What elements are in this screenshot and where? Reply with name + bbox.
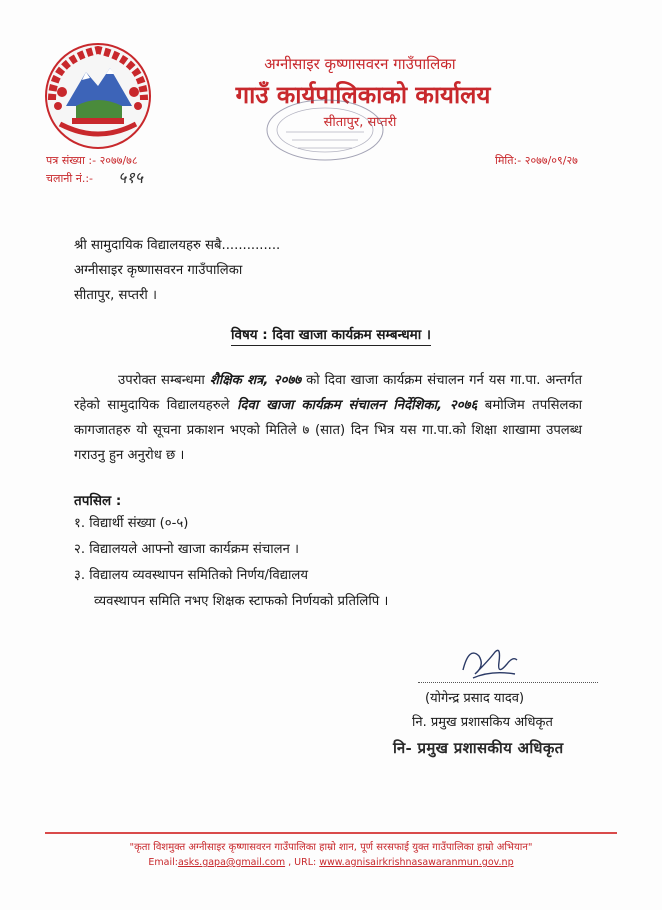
- signatory-title: नि. प्रमुख प्रशासकिय अधिकृत: [412, 715, 553, 730]
- signatory-stamp: नि- प्रमुख प्रशासकीय अधिकृत: [393, 739, 564, 757]
- recipient-address: [74, 233, 280, 308]
- dispatch-label: चलानी नं.:-: [46, 172, 94, 185]
- body-text: उपरोक्त सम्बन्धमा: [118, 373, 210, 388]
- list-item: २. विद्यालयले आफ्नो खाजा कार्यक्रम संचालन ।: [74, 542, 300, 557]
- office-address: सीतापुर, सप्तरी: [323, 115, 397, 130]
- municipality-name: अग्नीसाइर कृष्णासवरन गाउँपालिका: [264, 55, 456, 73]
- signature-line: [418, 682, 598, 683]
- email-label: Email:: [148, 857, 178, 868]
- body-paragraph: [74, 368, 582, 468]
- attachment-list: [74, 511, 388, 615]
- dispatch-number: ५१५: [118, 168, 143, 187]
- body-emphasis: दिवा खाजा कार्यक्रम संचालन निर्देशिका, २०७६: [237, 398, 478, 413]
- office-stamp-icon: [262, 96, 388, 164]
- address-line: श्री सामुदायिक विद्यालयहरु सबै..............: [74, 238, 281, 253]
- list-item: १. विद्यार्थी संख्या (०-५): [74, 516, 189, 531]
- list-heading: तपसिल :: [74, 493, 122, 509]
- body-text: को दिवा खाजा कार्यक्रम संचालन गर्न यस गा.पा. अन्तर्गत रहेको सामुदायिक विद्यालयहरुले: [74, 373, 583, 413]
- footer-slogan: "कृता विशमुक्त अग्नीसाइर कृष्णासवरन गाउँपालिका हाम्रो शान, पूर्ण सरसफाई युक्त गाउँपालिका हाम्रो अभियान": [129, 842, 533, 853]
- email-link[interactable]: asks.gapa@gmail.com: [177, 857, 286, 868]
- signatory-name: (योगेन्द्र प्रसाद यादव): [425, 691, 525, 706]
- address-line: अग्नीसाइर कृष्णासवरन गाउँपालिका: [74, 263, 243, 278]
- body-text: बमोजिम तपसिलका कागजातहरु यो सूचना प्रकाशन भएको मितिले ७ (सात) दिन भित्र यस गा.पा.को शिक्षा शाखामा उपलब्ध गराउनु हुन अनुरोध छ ।: [74, 398, 583, 463]
- signature-icon: [455, 640, 525, 684]
- letter-date: मिति:- २०७७/०९/२७: [495, 154, 578, 167]
- subject-text: विषय : दिवा खाजा कार्यक्रम सम्बन्धमा ।: [231, 327, 431, 346]
- body-emphasis: शैक्षिक शत्र, २०७७: [209, 373, 302, 388]
- website-link[interactable]: www.agnisairkrishnasawaranmun.gov.np: [319, 857, 514, 868]
- address-line: सीतापुर, सप्तरी ।: [74, 288, 158, 303]
- footer-contact: [0, 857, 662, 868]
- subject-line: [0, 325, 662, 343]
- list-item: ३. विद्यालय व्यवस्थापन समितिको निर्णय/विद्यालय: [74, 568, 309, 583]
- footer-divider: [45, 832, 617, 834]
- url-label: , URL:: [285, 857, 320, 868]
- office-title: गाउँ कार्यपालिकाको कार्यालय: [235, 81, 491, 109]
- reference-number: पत्र संख्या :- २०७७/७८: [46, 154, 138, 167]
- list-item: व्यवस्थापन समिति नभए शिक्षक स्टाफको निर्णयको प्रतिलिपि ।: [94, 594, 389, 609]
